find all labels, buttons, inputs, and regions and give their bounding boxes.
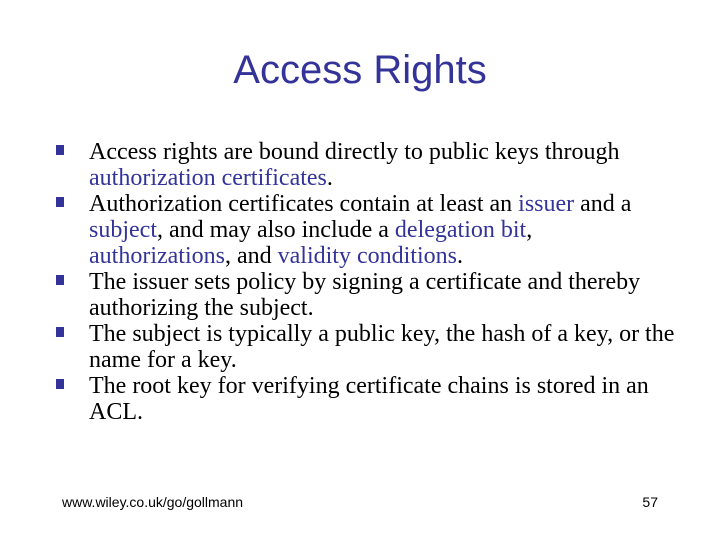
highlighted-term: subject: [89, 217, 157, 243]
bullet-text-segment: , and: [224, 243, 278, 269]
bullet-item: [56, 373, 676, 425]
bullet-list: [56, 139, 676, 425]
slide-title: Access Rights: [233, 48, 487, 92]
square-bullet-icon: [56, 379, 64, 389]
bullet-text-segment: The subject is typically a public key, the hash of a key, or the name for a key.: [89, 321, 675, 373]
square-bullet-icon: [56, 275, 64, 285]
bullet-text-segment: Authorization certificates contain at least an: [89, 191, 519, 217]
bullet-text-segment: The root key for verifying certificate chains is stored in an ACL.: [89, 373, 649, 425]
bullet-text-segment: , and may also include a: [156, 217, 395, 243]
page-number: 57: [642, 494, 658, 510]
footer-url: www.wiley.co.uk/go/gollmann: [62, 494, 244, 510]
square-bullet-icon: [56, 197, 64, 207]
square-bullet-icon: [56, 145, 64, 155]
square-bullet-icon: [56, 327, 64, 337]
bullet-text-segment: ,: [526, 217, 533, 243]
highlighted-term: issuer: [518, 191, 575, 217]
bullet-text-segment: .: [326, 165, 333, 191]
bullet-item: [56, 191, 676, 269]
highlighted-term: authorization certificates: [89, 165, 327, 191]
bullet-text-segment: .: [456, 243, 463, 269]
highlighted-term: authorizations: [89, 243, 225, 269]
highlighted-term: delegation bit: [394, 217, 527, 243]
bullet-text-segment: Access rights are bound directly to public keys through: [89, 139, 620, 165]
highlighted-term: validity conditions: [277, 243, 457, 269]
bullet-text-segment: The issuer sets policy by signing a certificate and thereby authorizing the subject.: [89, 269, 641, 321]
bullet-item: [56, 269, 676, 321]
bullet-item: [56, 139, 676, 191]
bullet-text-segment: and a: [574, 191, 632, 217]
bullet-item: [56, 321, 676, 373]
